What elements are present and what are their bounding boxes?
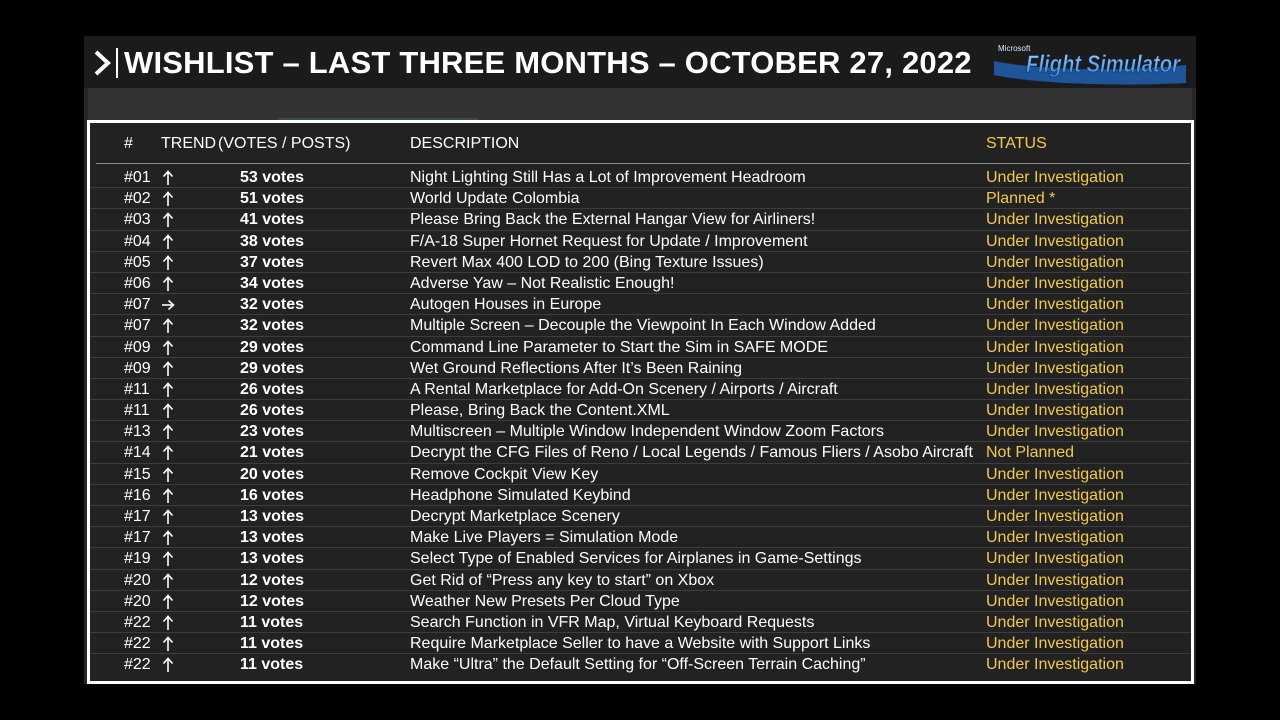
description-cell: Night Lighting Still Has a Lot of Improvement Headroom	[410, 169, 806, 186]
table-header	[90, 123, 1191, 161]
table-row	[90, 209, 1191, 230]
status-cell: Under Investigation	[986, 486, 1124, 504]
table-row	[90, 252, 1191, 273]
up-arrow-icon	[161, 168, 175, 187]
votes-cell: 16 votes	[240, 486, 305, 504]
description-cell: Command Line Parameter to Start the Sim in SAFE MODE	[410, 338, 828, 356]
description-cell: Headphone Simulated Keybind	[410, 486, 631, 504]
col-status-header: STATUS	[986, 135, 1047, 152]
description-cell: F/A-18 Super Hornet Request for Update / Improvement	[410, 232, 808, 250]
status-cell: Under Investigation	[986, 613, 1124, 631]
up-arrow-icon	[161, 571, 175, 590]
status-cell: Under Investigation	[986, 317, 1124, 335]
description-cell: Multiscreen – Multiple Window Independent Window Zoom Factors	[410, 423, 884, 441]
rank-cell: #14	[124, 444, 151, 462]
votes-cell: 20 votes	[240, 465, 305, 483]
up-arrow-icon	[161, 359, 175, 378]
rank-cell: #03	[124, 211, 151, 229]
status-cell: Not Planned	[986, 444, 1075, 462]
votes-cell: 34 votes	[240, 274, 305, 292]
description-cell: Multiple Screen – Decouple the Viewpoint In Each Window Added	[410, 317, 876, 335]
description-cell: Make “Ultra” the Default Setting for “Off-Screen Terrain Caching”	[410, 656, 866, 674]
rank-cell: #06	[124, 274, 151, 292]
rank-cell: #11	[124, 380, 150, 398]
up-arrow-icon	[161, 443, 175, 462]
votes-cell: 23 votes	[240, 423, 305, 441]
up-arrow-icon	[161, 422, 175, 441]
table-row	[90, 358, 1191, 379]
table-row	[90, 273, 1191, 294]
rank-cell: #02	[124, 190, 151, 208]
header-divider	[116, 48, 118, 78]
table-row	[90, 294, 1191, 315]
description-cell: Select Type of Enabled Services for Airplanes in Game-Settings	[410, 550, 862, 568]
table-row	[90, 231, 1191, 252]
table-row	[90, 485, 1191, 506]
rank-cell: #22	[124, 635, 151, 653]
rank-cell: #13	[124, 423, 151, 441]
status-cell: Under Investigation	[986, 232, 1124, 250]
votes-cell: 26 votes	[240, 402, 305, 420]
header-bar	[84, 36, 1196, 88]
votes-cell: 13 votes	[240, 550, 305, 568]
description-cell: Wet Ground Reflections After It’s Been Raining	[410, 359, 743, 377]
description-cell: Adverse Yaw – Not Realistic Enough!	[410, 274, 675, 292]
rank-cell: #15	[124, 465, 151, 483]
table-body	[90, 167, 1191, 675]
votes-cell: 38 votes	[240, 232, 305, 250]
slide	[84, 36, 1196, 684]
up-arrow-icon	[161, 210, 175, 229]
rank-cell: #09	[124, 359, 151, 377]
status-cell: Under Investigation	[986, 359, 1124, 377]
votes-cell: 13 votes	[240, 508, 305, 525]
status-cell: Under Investigation	[986, 571, 1124, 589]
votes-cell: 12 votes	[240, 592, 305, 610]
votes-cell: 37 votes	[240, 253, 305, 271]
description-cell: Make Live Players = Simulation Mode	[410, 529, 679, 547]
description-cell: Autogen Houses in Europe	[410, 296, 602, 314]
status-cell: Under Investigation	[986, 253, 1124, 271]
up-arrow-icon	[161, 401, 175, 420]
status-cell: Under Investigation	[986, 296, 1124, 314]
status-cell: Under Investigation	[986, 402, 1124, 420]
votes-cell: 51 votes	[240, 190, 305, 208]
up-arrow-icon	[161, 232, 175, 251]
status-cell: Under Investigation	[986, 550, 1124, 568]
status-cell: Under Investigation	[986, 169, 1124, 186]
rank-cell: #20	[124, 592, 151, 610]
page-title: WISHLIST – LAST THREE MONTHS – OCTOBER 27, 2022	[124, 45, 972, 80]
description-cell: Remove Cockpit View Key	[410, 465, 599, 483]
table-row	[90, 337, 1191, 358]
up-arrow-icon	[161, 549, 175, 568]
votes-cell: 13 votes	[240, 529, 305, 547]
table-row	[90, 315, 1191, 336]
status-cell: Under Investigation	[986, 274, 1124, 292]
col-votes-header: (VOTES / POSTS)	[218, 135, 351, 152]
up-arrow-icon	[161, 486, 175, 505]
description-cell: Please Bring Back the External Hangar View for Airliners!	[410, 211, 816, 229]
votes-cell: 11 votes	[240, 613, 304, 631]
right-arrow-icon	[161, 295, 175, 314]
votes-cell: 11 votes	[240, 635, 304, 653]
votes-cell: 29 votes	[240, 338, 305, 356]
rank-cell: #04	[124, 232, 151, 250]
status-cell: Under Investigation	[986, 656, 1124, 674]
up-arrow-icon	[161, 380, 175, 399]
rank-cell: #22	[124, 656, 151, 674]
status-cell: Under Investigation	[986, 211, 1124, 229]
description-cell: Decrypt the CFG Files of Reno / Local Legends / Famous Fliers / Asobo Aircraft	[410, 444, 973, 462]
up-arrow-icon	[161, 465, 175, 484]
table-row	[90, 591, 1191, 612]
table-row	[90, 379, 1191, 400]
status-cell: Under Investigation	[986, 529, 1124, 547]
table-row	[90, 506, 1191, 527]
up-arrow-icon	[161, 316, 175, 335]
up-arrow-icon	[161, 592, 175, 611]
votes-cell: 12 votes	[240, 571, 305, 589]
svg-text:Microsoft: Microsoft	[998, 44, 1031, 53]
table-row	[90, 527, 1191, 548]
rank-cell: #19	[124, 550, 151, 568]
table-row	[90, 548, 1191, 569]
table-row	[90, 167, 1191, 188]
up-arrow-icon	[161, 655, 175, 674]
rank-cell: #07	[124, 317, 151, 335]
rank-cell: #01	[124, 169, 151, 186]
rank-cell: #16	[124, 486, 151, 504]
table-row	[90, 188, 1191, 209]
table-row	[90, 442, 1191, 463]
sub-band	[88, 88, 1192, 120]
rank-cell: #07	[124, 296, 151, 314]
table-row	[90, 570, 1191, 591]
rank-cell: #09	[124, 338, 151, 356]
rank-cell: #20	[124, 571, 151, 589]
table-row	[90, 400, 1191, 421]
table-row	[90, 654, 1191, 674]
up-arrow-icon	[161, 253, 175, 272]
status-cell: Under Investigation	[986, 423, 1124, 441]
description-cell: World Update Colombia	[410, 190, 580, 208]
rank-cell: #17	[124, 508, 151, 525]
status-cell: Planned *	[986, 190, 1056, 208]
up-arrow-icon	[161, 189, 175, 208]
up-arrow-icon	[161, 528, 175, 547]
description-cell: Search Function in VFR Map, Virtual Keyboard Requests	[410, 613, 815, 631]
votes-cell: 29 votes	[240, 359, 305, 377]
up-arrow-icon	[161, 338, 175, 357]
description-cell: Require Marketplace Seller to have a Website with Support Links	[410, 635, 871, 653]
description-cell: Please, Bring Back the Content.XML	[410, 402, 670, 420]
wishlist-table	[87, 120, 1194, 684]
status-cell: Under Investigation	[986, 635, 1124, 653]
table-row	[90, 633, 1191, 654]
up-arrow-icon	[161, 634, 175, 653]
description-cell: A Rental Marketplace for Add-On Scenery / Airports / Aircraft	[410, 380, 838, 398]
description-cell: Get Rid of “Press any key to start” on Xbox	[410, 571, 715, 589]
votes-cell: 32 votes	[240, 317, 305, 335]
status-cell: Under Investigation	[986, 508, 1124, 525]
table-row	[90, 612, 1191, 633]
col-trend-header: TREND	[161, 135, 217, 152]
header-divider-line	[96, 163, 1190, 164]
votes-cell: 21 votes	[240, 444, 305, 462]
flight-simulator-logo	[992, 39, 1188, 87]
votes-cell: 11 votes	[240, 656, 304, 674]
rank-cell: #22	[124, 613, 151, 631]
up-arrow-icon	[161, 507, 175, 526]
table-row	[90, 464, 1191, 485]
svg-text:Flight Simulator: Flight Simulator	[1026, 51, 1182, 78]
table-row	[90, 421, 1191, 442]
votes-cell: 32 votes	[240, 296, 305, 314]
up-arrow-icon	[161, 274, 175, 293]
col-rank-header: #	[124, 135, 133, 152]
description-cell: Decrypt Marketplace Scenery	[410, 508, 620, 525]
up-arrow-icon	[161, 613, 175, 632]
rank-cell: #05	[124, 253, 151, 271]
votes-cell: 26 votes	[240, 380, 305, 398]
rank-cell: #17	[124, 529, 151, 547]
rank-cell: #11	[124, 402, 150, 420]
description-cell: Weather New Presets Per Cloud Type	[410, 592, 680, 610]
status-cell: Under Investigation	[986, 338, 1124, 356]
status-cell: Under Investigation	[986, 380, 1124, 398]
status-cell: Under Investigation	[986, 465, 1124, 483]
description-cell: Revert Max 400 LOD to 200 (Bing Texture Issues)	[410, 253, 764, 271]
votes-cell: 53 votes	[240, 169, 305, 186]
votes-cell: 41 votes	[240, 211, 305, 229]
chevron-right-icon	[92, 49, 114, 77]
col-description-header: DESCRIPTION	[410, 135, 520, 152]
status-cell: Under Investigation	[986, 592, 1124, 610]
